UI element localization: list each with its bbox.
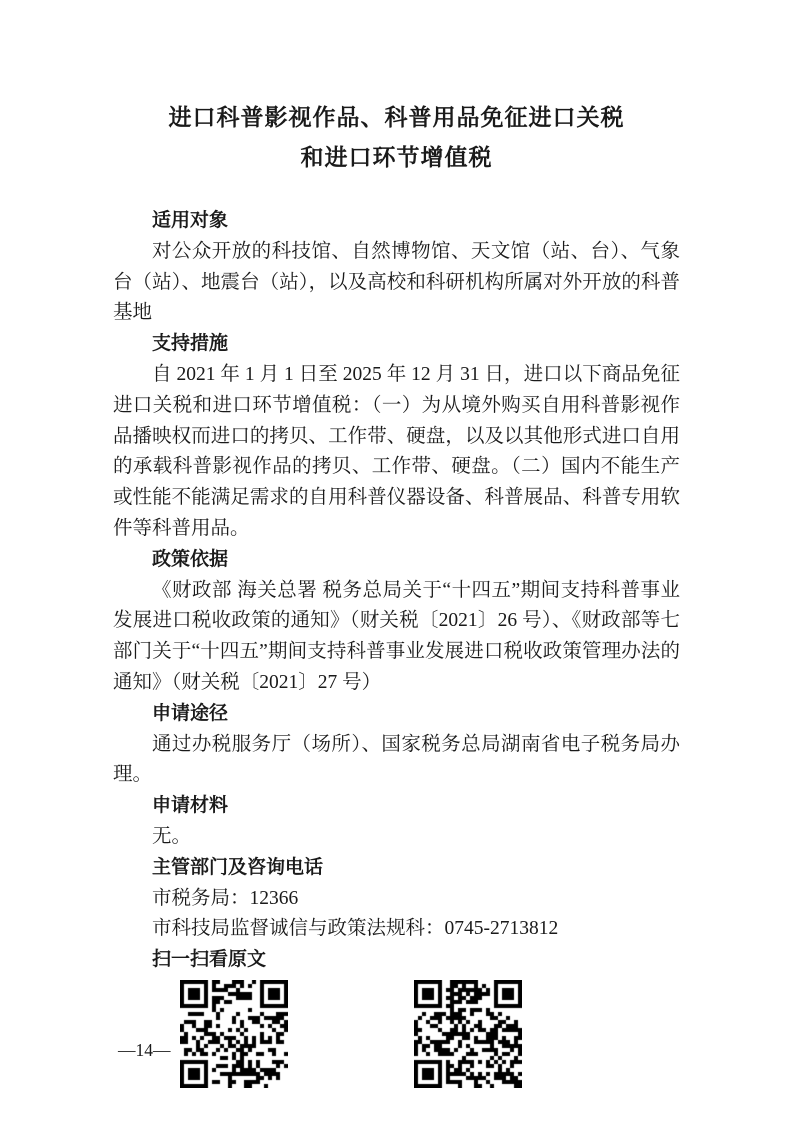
section-heading: 扫一扫看原文: [151, 949, 266, 971]
section-heading: 主管部门及咨询电话: [151, 856, 323, 878]
title-line-2: 和进口环节增值税: [300, 145, 493, 170]
contact-line-tax-bureau: 市税务局：12366: [152, 887, 299, 909]
qr-row: [113, 980, 680, 1088]
section-support-measures: [113, 329, 680, 545]
qr-code: [180, 980, 288, 1088]
qr-code: [414, 980, 522, 1088]
section-paragraph: 对公众开放的科技馆、自然博物馆、天文馆（站、台）、气象台（站）、地震台（站），以及高校和科研机构所属对外开放的科普基地: [113, 240, 680, 324]
section-heading: 支持措施: [151, 333, 228, 355]
section-paragraph: 《财政部 海关总署 税务总局关于“十四五”期间支持科普事业发展进口税收政策的通知》（财关税〔2021〕26 号）、《财政部等七部门关于“十四五”期间支持科普事业发展进口税收政策管理办法的通知》（财关税〔2021〕27 号）: [113, 579, 680, 693]
title-line-1: 进口科普影视作品、科普用品免征进口关税: [168, 105, 625, 130]
section-application-channel: [113, 699, 680, 791]
section-paragraph: 通过办税服务厅（场所）、国家税务总局湖南省电子税务局办理。: [113, 733, 680, 786]
section-application-materials: [113, 791, 680, 853]
section-policy-basis: [113, 545, 680, 699]
section-heading: 适用对象: [151, 210, 228, 231]
document-body: [113, 206, 680, 1088]
section-contact-info: [113, 853, 680, 945]
section-paragraph: 无。: [152, 825, 192, 847]
section-paragraph: 自 2021 年 1 月 1 日至 2025 年 12 月 31 日，进口以下商品免征进口关税和进口环节增值税：（一）为从境外购买自用科普影视作品播映权而进口的拷贝、工作带、硬盘，以及以其他形式进口自用的承载科普影视作品的拷贝、工作带、硬盘。（二）国内不能生产或性能不能满足需求的自用科普仪器设备、科普展品、科普专用软件等科普用品。: [113, 363, 680, 539]
page-number: —14—: [118, 1040, 171, 1060]
document-title: [0, 0, 793, 178]
section-heading: 申请途径: [151, 702, 228, 724]
section-applicable-targets: [113, 206, 680, 329]
section-scan-original: [113, 945, 680, 976]
contact-line-science-bureau: 市科技局监督诚信与政策法规科：0745-2713812: [152, 918, 559, 940]
section-heading: 政策依据: [151, 548, 228, 570]
section-heading: 申请材料: [151, 795, 228, 817]
